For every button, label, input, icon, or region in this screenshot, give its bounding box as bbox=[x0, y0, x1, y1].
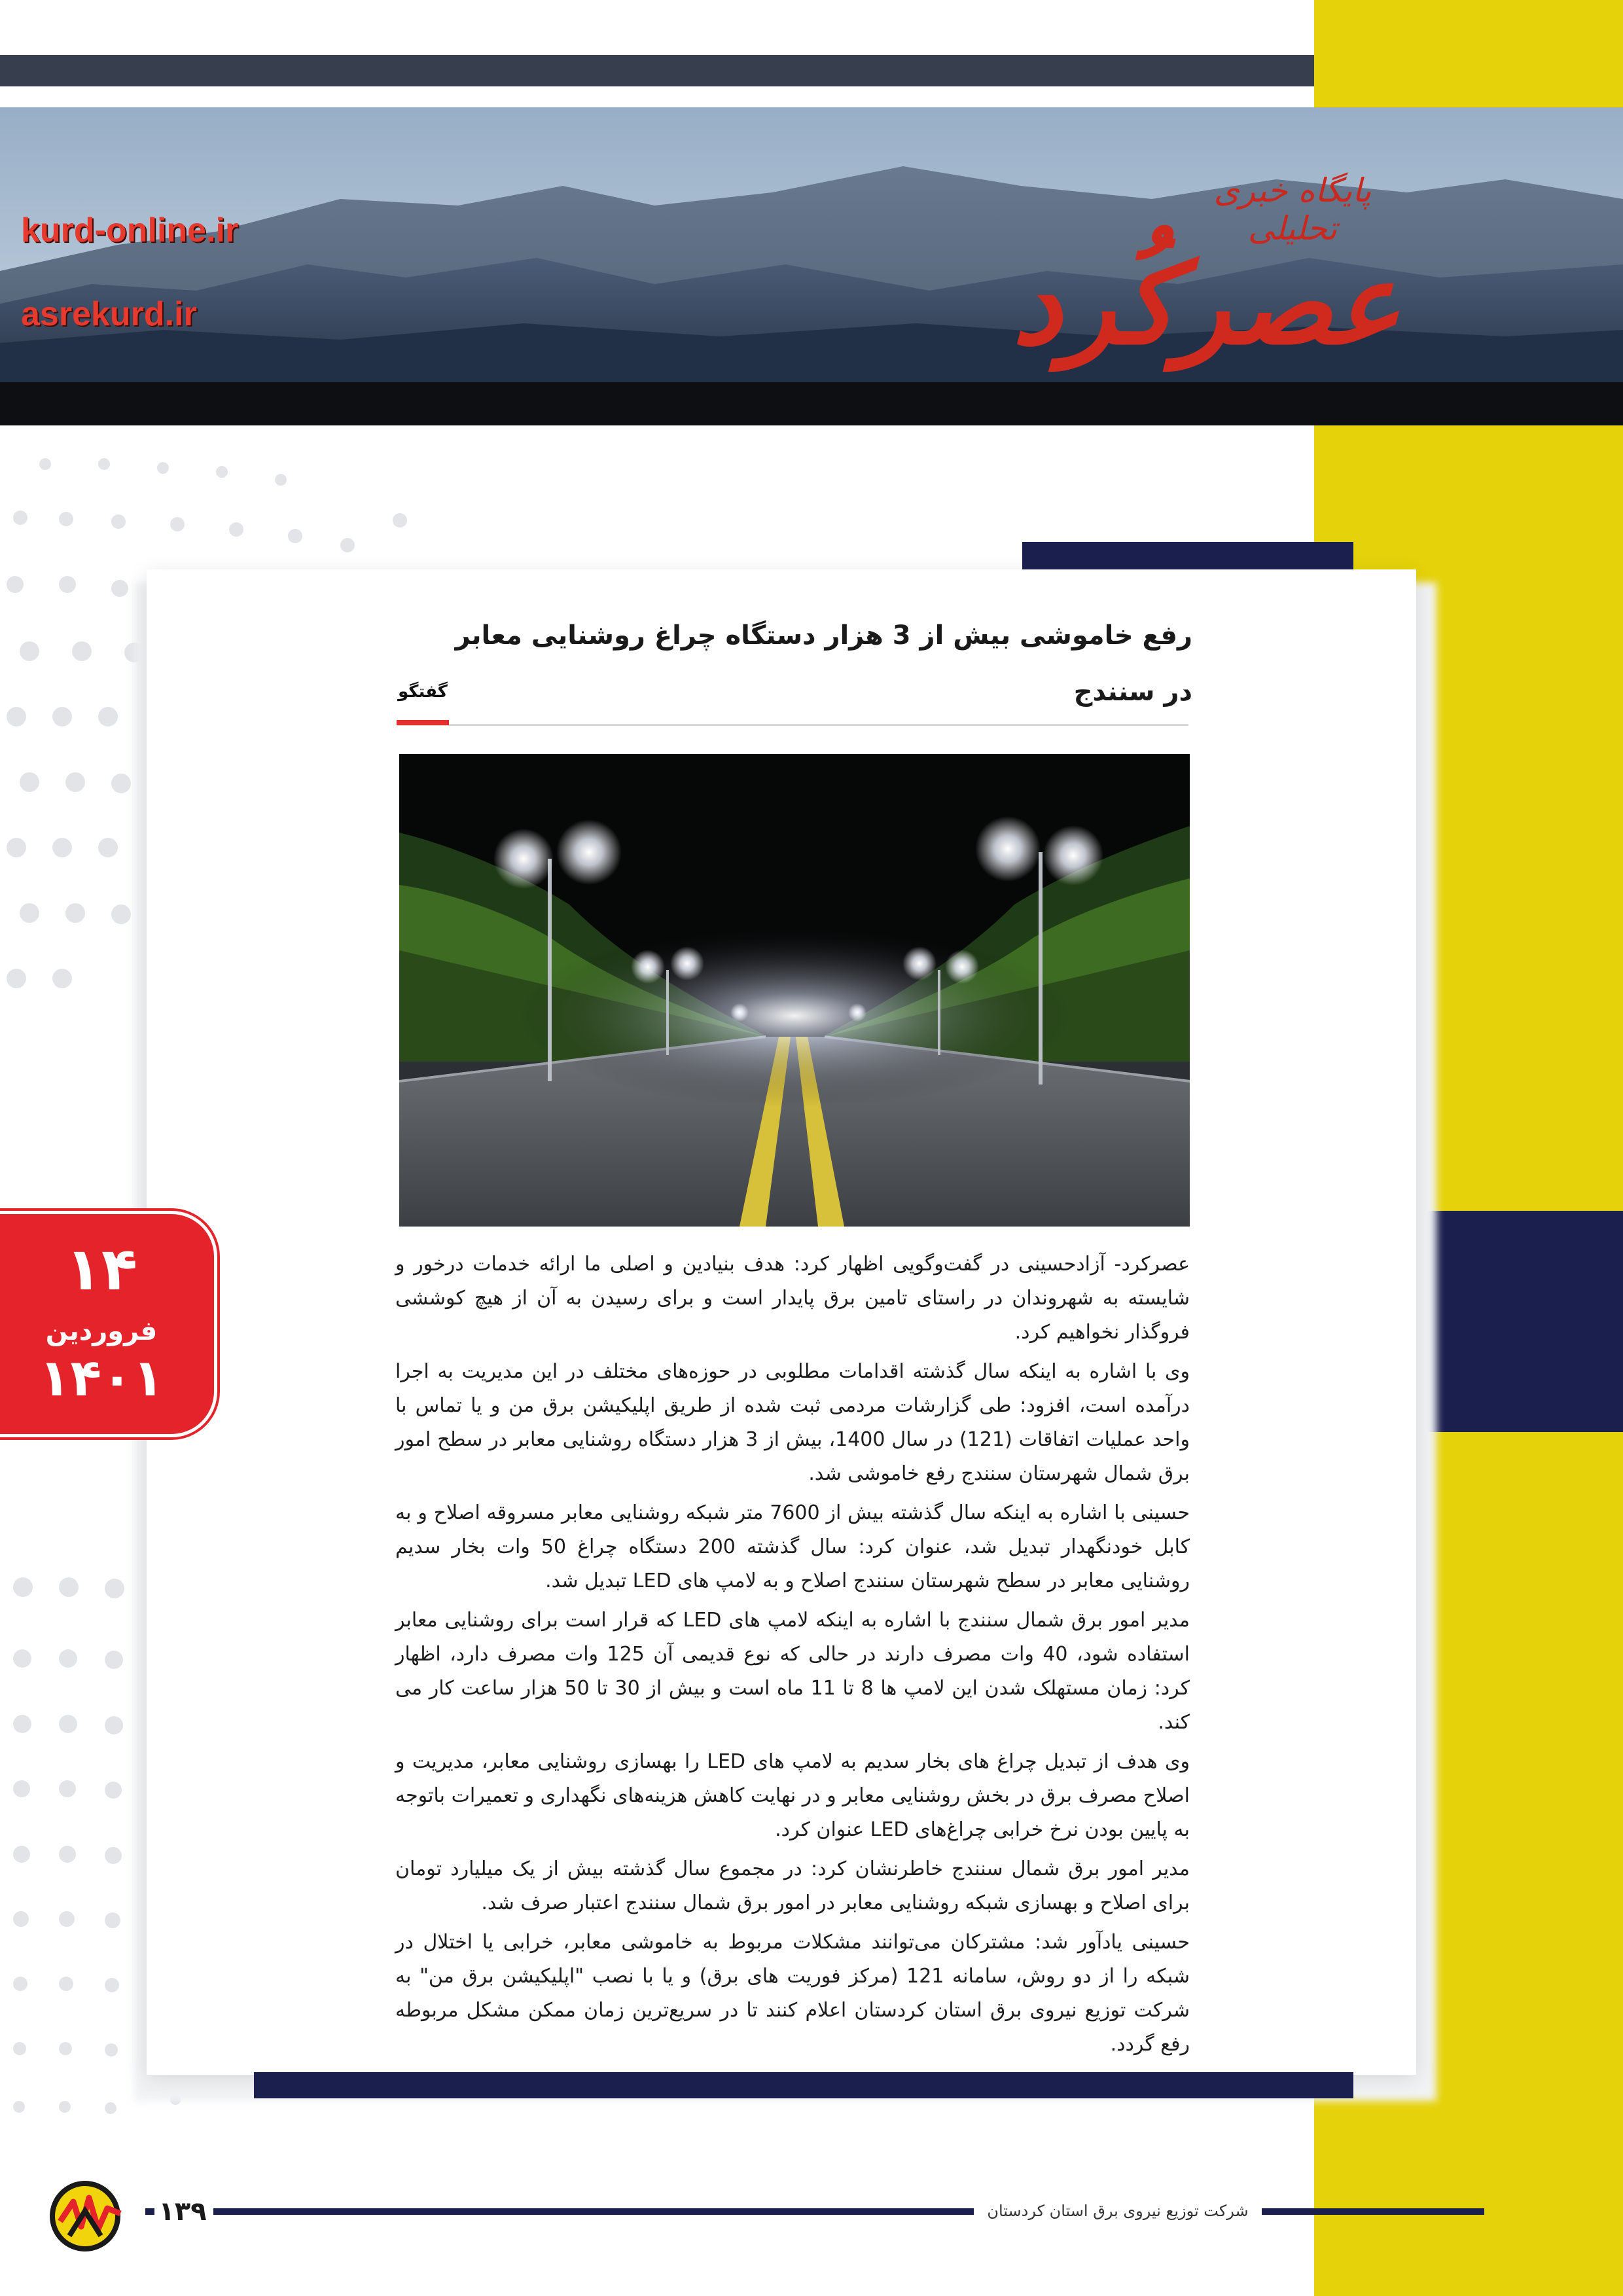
article-paragraph: مدیر امور برق شمال سنندج با اشاره به اینکه لامپ های LED که قرار است برای روشنایی معابر استفاده شود، 40 وات مصرف دارند در حالی که نوع قدیمی آن 125 وات مصرف دارد، اظهار کرد: زمان مستهلک شدن این لامپ ها 8 تا 11 ماه است و بیش از 30 تا 50 هزار ساعت کار می کند. bbox=[395, 1609, 1190, 1734]
footer-company-name: شرکت توزیع نیروی برق استان کردستان bbox=[974, 2194, 1262, 2228]
title-divider bbox=[397, 724, 1188, 726]
company-logo-icon bbox=[47, 2176, 132, 2254]
page-number: ۱۳۹ bbox=[158, 2197, 207, 2227]
date-year: ۱۴۰۱ bbox=[39, 1349, 164, 1408]
date-month: فروردین bbox=[45, 1316, 158, 1346]
article-paragraph: وی با اشاره به اینکه سال گذشته اقدامات مطلوبی در حوزه‌های مختلف در این مدیریت به اجرا درآمده است، افزود: طی گزارشات مردمی ثبت شده از طریق اپلیکیشن برق من و یا تماس با واحد عملیات اتفاقات (121) در سال 1400، بیش از 3 هزار دستگاه روشنایی معابر در سطح امور برق شمال شهرستان سنندج رفع خاموشی شد. bbox=[395, 1360, 1190, 1485]
section-label-underline bbox=[397, 720, 449, 725]
article-title-line-2: در سنندج bbox=[1073, 677, 1192, 707]
article-paragraph: عصرکرد- آزادحسینی در گفت‌وگویی اظهار کرد: هدف بنیادین و اصلی ما ارائه خدمات درخور و شایسته به شهروندان در راستای تامین برق پایدار است و برای رسیدن به آن از هیچ کوششی فروگذار نخواهیم کرد. bbox=[395, 1253, 1190, 1344]
article-paragraph: مدیر امور برق شمال سنندج خاطرنشان کرد: در مجموع سال گذشته بیش از یک میلیارد تومان برای اصلاح و بهسازی شبکه روشنایی معابر در امور برق شمال سنندج اعتبار صرف شد. bbox=[395, 1857, 1190, 1914]
section-label: گفتگو bbox=[398, 682, 448, 702]
street-lights-photo bbox=[399, 754, 1190, 1227]
article-paragraph: وی هدف از تبدیل چراغ های بخار سدیم به لامپ های LED را بهسازی روشنایی معابر، مدیریت و اصلاح مصرف برق در بخش روشنایی معابر و در نهایت کاهش هزینه‌های نگهداری و تعمیرات باتوجه به پایین بودن نرخ خرابی چراغ‌های LED عنوان کرد. bbox=[395, 1750, 1190, 1841]
date-badge bbox=[0, 1211, 217, 1437]
site-url-asrekurd: asrekurd.ir bbox=[21, 295, 197, 333]
article-paragraph: حسینی یادآور شد: مشترکان می‌توانند مشکلات مربوط به خاموشی معابر، خرابی یا اختلال در شبکه را از دو روش، سامانه 121 (مرکز فوریت های برق) و یا با نصب "اپلیکیشن برق من" به شرکت توزیع نیروی برق استان کردستان اعلام کنند تا در سریع‌ترین زمان ممکن مشکل مربوطه رفع گردد. bbox=[395, 1931, 1190, 2056]
brand-subtitle: پایگاه خبری تحلیلی bbox=[1213, 171, 1372, 247]
site-url-kurd-online: kurd-online.ir bbox=[21, 211, 239, 249]
banner-bottom-bar bbox=[0, 382, 1623, 425]
top-dark-bar bbox=[0, 55, 1314, 86]
date-day: ۱۴ bbox=[65, 1235, 137, 1304]
article-body bbox=[395, 1247, 1190, 2067]
article-paragraph: حسینی با اشاره به اینکه سال گذشته بیش از 7600 متر شبکه روشنایی معابر مسروقه اصلاح و به کابل خودنگهدار تبدیل شد، عنوان کرد: سال گذشته 200 دستگاه چراغ 50 وات بخار سدیم روشنایی معابر در سطح شهرستان سنندج اصلاح و به لامپ های LED تبدیل شد. bbox=[395, 1501, 1190, 1592]
article-title-line-1: رفع خاموشی بیش از 3 هزار دستگاه چراغ روشنایی معابر bbox=[455, 620, 1192, 651]
card-top-accent-bar bbox=[1022, 542, 1353, 569]
footer-rule bbox=[213, 2208, 1484, 2215]
brand-logo-text: عصرکُرد bbox=[1012, 239, 1400, 370]
top-yellow-band bbox=[1314, 86, 1623, 107]
card-bottom-accent-bar bbox=[254, 2072, 1353, 2098]
